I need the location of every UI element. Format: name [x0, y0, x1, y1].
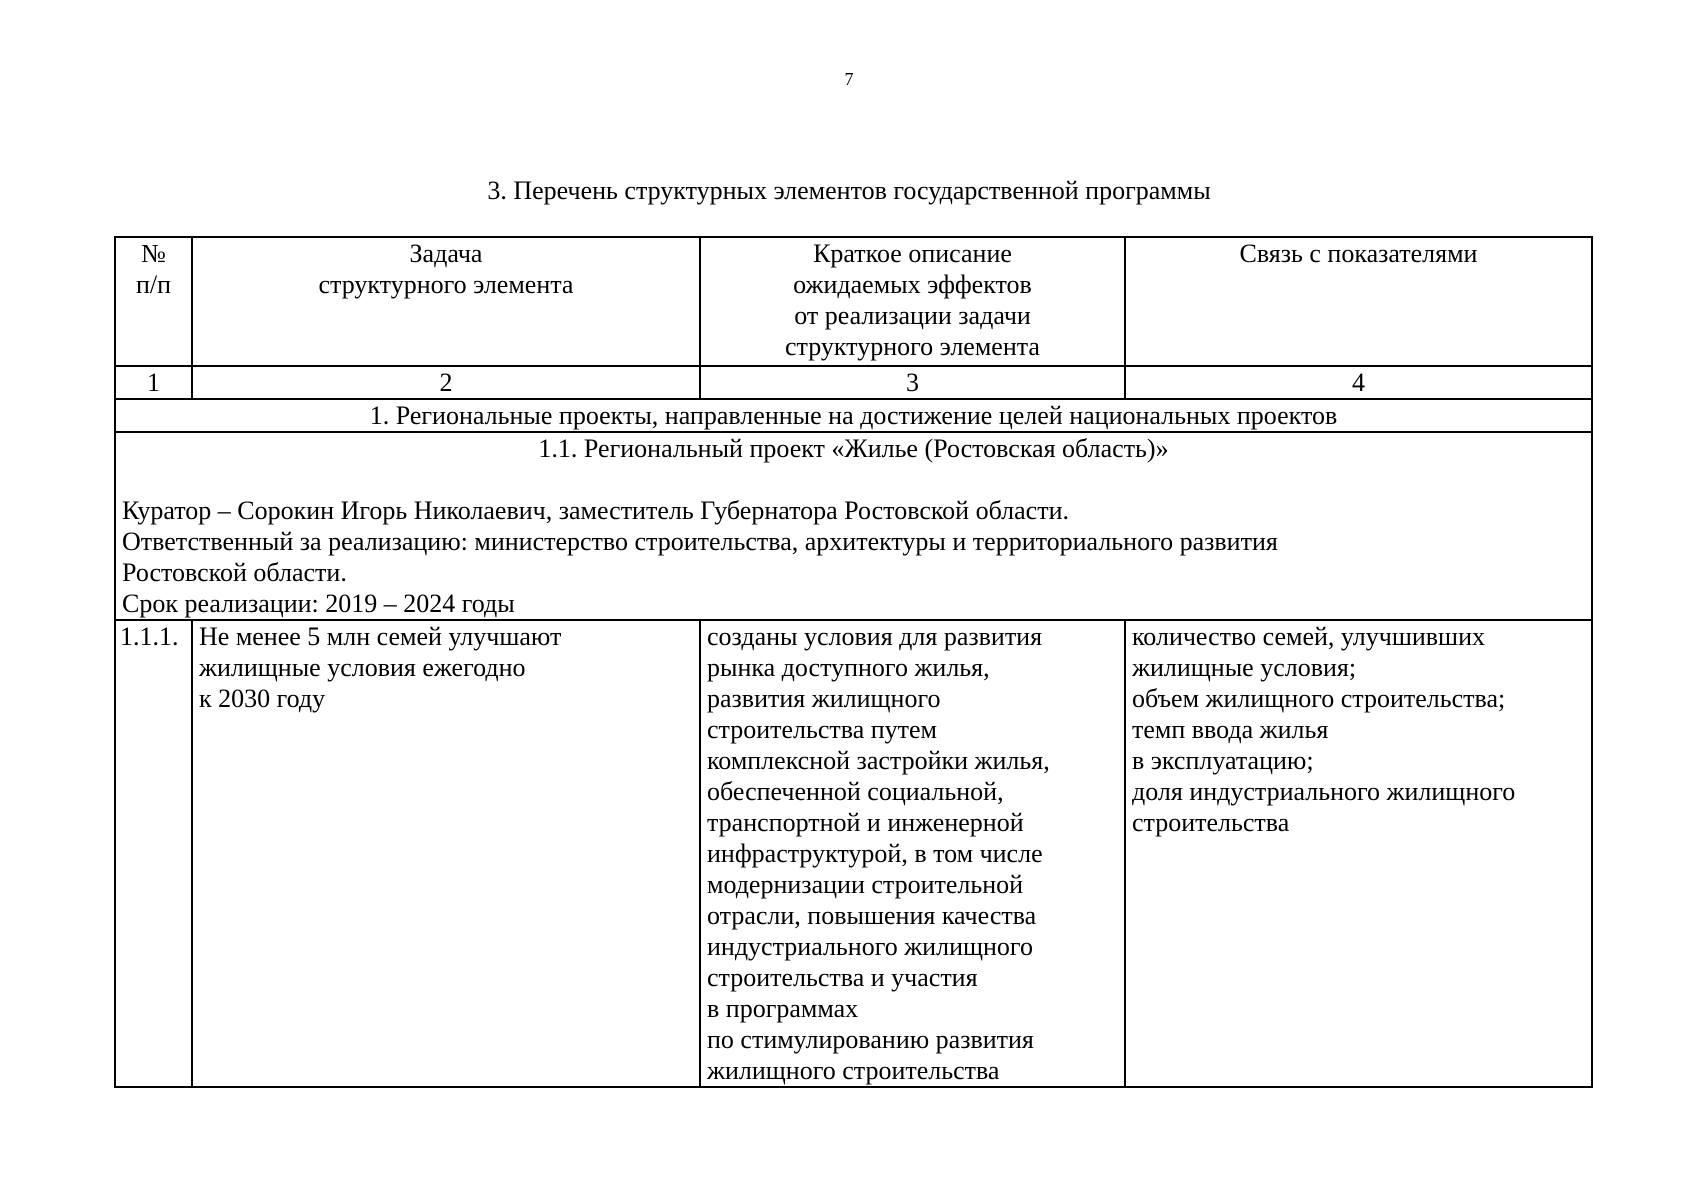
section-heading-row	[115, 399, 1592, 432]
column-number-2: 2	[192, 366, 700, 399]
spacer	[122, 464, 1585, 495]
header-number: № п/п	[115, 237, 192, 366]
row-number: 1.1.1.	[115, 620, 192, 1087]
section-heading: 1. Региональные проекты, направленные на достижение целей национальных проектов	[115, 399, 1592, 432]
term-line: Срок реализации: 2019 – 2024 годы	[122, 589, 515, 618]
header-row	[115, 237, 1592, 366]
project-title: 1.1. Региональный проект «Жилье (Ростовская область)»	[538, 434, 1169, 463]
structural-elements-table	[114, 236, 1593, 1088]
responsible-line: Ответственный за реализацию: министерство строительства, архитектуры и территориального развития Ростовской области.	[122, 527, 1278, 587]
curator-line: Куратор – Сорокин Игорь Николаевич, заместитель Губернатора Ростовской области.	[122, 496, 1069, 525]
column-number-1: 1	[115, 366, 192, 399]
row-indicators: количество семей, улучшивших жилищные условия; объем жилищного строительства; темп ввода жилья в эксплуатацию; доля индустриального жилищного строительства	[1125, 620, 1592, 1087]
header-task: Задача структурного элемента	[192, 237, 700, 366]
header-effects: Краткое описание ожидаемых эффектов от реализации задачи структурного элемента	[700, 237, 1125, 366]
column-number-row	[115, 366, 1592, 399]
column-number-3: 3	[700, 366, 1125, 399]
row-effects: созданы условия для развития рынка доступного жилья, развития жилищного строительства путем комплексной застройки жилья, обеспеченной социальной, транспортной и инженерной инфраструктурой, в том числе модернизации строительной отрасли, повышения качества индустриального жилищного строительства и участия в программах по стимулированию развития жилищного строительства	[700, 620, 1125, 1087]
row-task: Не менее 5 млн семей улучшают жилищные условия ежегодно к 2030 году	[192, 620, 700, 1087]
table-row	[115, 620, 1592, 1087]
project-info-row	[115, 432, 1592, 620]
section-title: 3. Перечень структурных элементов государственной программы	[487, 176, 1211, 205]
header-indicators: Связь с показателями	[1125, 237, 1592, 366]
project-info-cell	[115, 432, 1592, 620]
column-number-4: 4	[1125, 366, 1592, 399]
page-number: 7	[844, 69, 854, 89]
